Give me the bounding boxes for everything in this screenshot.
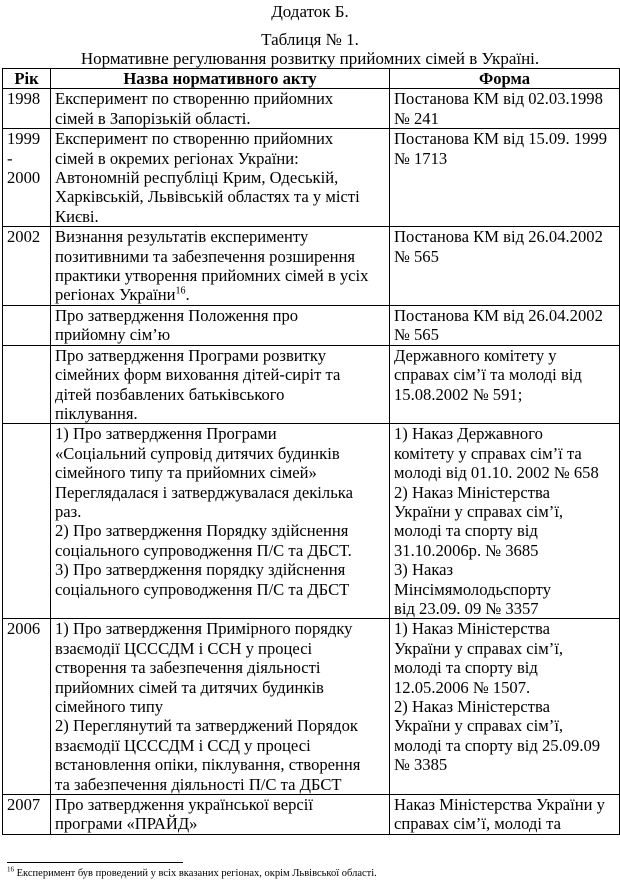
footnote-mark: 16 bbox=[7, 865, 14, 874]
cell-line: піклування. bbox=[55, 403, 138, 423]
cell-line: Переглядалася і затверджувалася декілька bbox=[55, 482, 353, 502]
cell-line: прийомну сім’ю bbox=[55, 325, 171, 345]
cell-line: прийомних сімей та дитячих будинків bbox=[55, 677, 324, 697]
cell-line: 31.10.2006р. № 3685 bbox=[394, 540, 539, 560]
cell-line: сімейного типу та прийомних сімей» bbox=[55, 463, 317, 483]
cell-line: Києві. bbox=[55, 206, 99, 226]
cell-line: України у справах сім’ї, bbox=[394, 716, 564, 736]
year-value: 1999 - 2000 bbox=[7, 129, 41, 188]
cell-line: 3) Про затвердження порядку здійснення bbox=[55, 560, 346, 580]
cell-line: Експеримент по створенню прийомних bbox=[55, 129, 334, 149]
table-row bbox=[3, 305, 620, 345]
cell-line: Про затвердження Положення про bbox=[55, 305, 299, 325]
cell-line: молоді та спорту від bbox=[394, 658, 538, 678]
cell-line: № 1713 bbox=[394, 148, 448, 168]
cell-line: № 565 bbox=[394, 246, 439, 266]
cell-line: Постанова КМ від 15.09. 1999 bbox=[394, 129, 608, 149]
cell-line: Про затвердження Програми розвитку bbox=[55, 345, 327, 365]
cell-line-tail: . bbox=[185, 285, 190, 305]
cell-line: взаємодії ЦСССДМ і ССД у процесі bbox=[55, 735, 311, 755]
act-name-cell bbox=[51, 129, 390, 227]
cell-line: Постанова КМ від 26.04.2002 bbox=[394, 305, 603, 325]
cell-line: раз. bbox=[55, 501, 82, 521]
cell-line: взаємодії ЦСССДМ і ССН у процесі bbox=[55, 638, 313, 658]
table-row bbox=[3, 795, 620, 835]
cell-line: 12.05.2006 № 1507. bbox=[394, 677, 531, 697]
act-name-cell bbox=[51, 795, 390, 835]
form-cell bbox=[390, 129, 620, 227]
act-name-cell bbox=[51, 424, 390, 619]
regulation-table bbox=[2, 68, 620, 835]
cell-line: 1) Про затвердження Примірного порядку bbox=[55, 619, 353, 639]
column-header-year: Рік bbox=[3, 69, 51, 89]
cell-line: Мінсімямолодьспорту bbox=[394, 579, 551, 599]
cell-line: сімей в окремих регіонах України: bbox=[55, 148, 299, 168]
cell-line: створення та забезпечення діяльності bbox=[55, 658, 321, 678]
act-name-cell bbox=[51, 619, 390, 795]
footnote-ref[interactable]: 16 bbox=[175, 285, 186, 297]
cell-line: молоді від 01.10. 2002 № 658 bbox=[394, 463, 599, 483]
cell-line: Постанова КМ від 26.04.2002 bbox=[394, 227, 603, 247]
table-row bbox=[3, 129, 620, 227]
table-row bbox=[3, 89, 620, 129]
table-header-row bbox=[3, 69, 620, 89]
cell-line: 2) Переглянутий та затверджений Порядок bbox=[55, 716, 358, 736]
act-name-cell bbox=[51, 305, 390, 345]
act-name-cell bbox=[51, 227, 390, 306]
cell-line: молоді та спорту від 25.09.09 bbox=[394, 735, 601, 755]
cell-line: Експеримент по створенню прийомних bbox=[55, 89, 334, 109]
footnote-separator bbox=[7, 862, 183, 863]
cell-line: № 565 bbox=[394, 325, 439, 345]
cell-line: 2) Про затвердження Порядку здійснення bbox=[55, 521, 349, 541]
year-value: 2007 bbox=[7, 795, 41, 815]
cell-line: України у справах сім’ї, bbox=[394, 638, 564, 658]
cell-line: сімейного типу bbox=[55, 697, 164, 716]
cell-line: № 3385 bbox=[394, 755, 448, 775]
cell-line: молоді та спорту від bbox=[394, 521, 538, 541]
form-cell bbox=[390, 795, 620, 835]
footnote-text: Експеримент був проведений у всіх вказаних регіонах, окрім Львівської області. bbox=[14, 868, 377, 879]
act-name-cell bbox=[51, 89, 390, 129]
year-cell bbox=[3, 345, 51, 424]
cell-line: Автономній республіці Крим, Одеській, bbox=[55, 168, 339, 188]
cell-line: практики утворення прийомних сімей в усіх bbox=[55, 266, 369, 286]
cell-line: 1) Наказ Державного bbox=[394, 424, 543, 444]
cell-line: України у справах сім’ї, bbox=[394, 501, 564, 521]
year-cell bbox=[3, 619, 51, 795]
cell-line: Державного комітету у bbox=[394, 345, 557, 365]
cell-line: Харківській, Львівській областях та у місті bbox=[55, 187, 360, 207]
cell-line: 2) Наказ Міністерства bbox=[394, 697, 550, 716]
cell-line: соціального супроводження П/С та ДБСТ bbox=[55, 579, 350, 599]
form-cell bbox=[390, 619, 620, 795]
cell-line bbox=[55, 285, 385, 304]
cell-line: справах сім’ї та молоді від bbox=[394, 365, 582, 385]
table-number: Таблиця № 1. bbox=[261, 30, 359, 49]
column-header-act-name: Назва нормативного акту bbox=[51, 69, 390, 89]
year-cell bbox=[3, 89, 51, 129]
cell-line: Про затвердження української версії bbox=[55, 795, 313, 815]
cell-line: позитивними та забезпечення розширення bbox=[55, 246, 356, 266]
cell-line: «Соціальний супровід дитячих будинків bbox=[55, 443, 340, 463]
cell-line: програми «ПРАЙД» bbox=[55, 814, 198, 834]
cell-line: Наказ Міністерства України у bbox=[394, 795, 605, 815]
cell-line: Визнання результатів експерименту bbox=[55, 227, 309, 247]
cell-line: дітей позбавлених батьківського bbox=[55, 384, 285, 404]
form-cell bbox=[390, 345, 620, 424]
cell-line: № 241 bbox=[394, 108, 439, 128]
cell-line: справах сім’ї, молоді та bbox=[394, 814, 561, 834]
table-row bbox=[3, 619, 620, 795]
year-value: 2002 bbox=[7, 227, 41, 247]
cell-line: сімейних форм виховання дітей-сиріт та bbox=[55, 365, 341, 385]
footnote bbox=[7, 865, 377, 879]
cell-line: 2) Наказ Міністерства bbox=[394, 482, 550, 502]
cell-line: від 23.09. 09 № 3357 bbox=[394, 598, 539, 618]
cell-line: сімей в Запорізькій області. bbox=[55, 108, 251, 128]
cell-line: 1) Наказ Міністерства bbox=[394, 619, 550, 639]
cell-line: 3) Наказ bbox=[394, 560, 454, 580]
form-cell bbox=[390, 227, 620, 306]
column-header-form: Форма bbox=[390, 69, 620, 89]
year-value: 1998 bbox=[7, 89, 41, 109]
table-row bbox=[3, 227, 620, 306]
form-cell bbox=[390, 424, 620, 619]
table-title: Нормативне регулювання розвитку прийомних сімей в Україні. bbox=[80, 49, 540, 68]
cell-line: та забезпечення діяльності П/С та ДБСТ bbox=[55, 774, 342, 794]
form-cell bbox=[390, 305, 620, 345]
year-cell bbox=[3, 129, 51, 227]
cell-line: 1) Про затвердження Програми bbox=[55, 424, 277, 444]
cell-line: встановлення опіки, піклування, створення bbox=[55, 755, 361, 775]
cell-line: комітету у справах сім’ї та bbox=[394, 443, 582, 463]
cell-line: Постанова КМ від 02.03.1998 bbox=[394, 89, 603, 109]
year-cell bbox=[3, 424, 51, 619]
year-value: 2006 bbox=[7, 619, 41, 639]
act-name-cell bbox=[51, 345, 390, 424]
cell-line-text: регіонах України bbox=[55, 285, 176, 305]
table-row bbox=[3, 345, 620, 424]
form-cell bbox=[390, 89, 620, 129]
appendix-label: Додаток Б. bbox=[271, 2, 349, 21]
year-cell bbox=[3, 795, 51, 835]
year-cell bbox=[3, 227, 51, 306]
cell-line: 15.08.2002 № 591; bbox=[394, 384, 523, 404]
table-row bbox=[3, 424, 620, 619]
cell-line: соціального супроводження П/С та ДБСТ. bbox=[55, 540, 352, 560]
year-cell bbox=[3, 305, 51, 345]
